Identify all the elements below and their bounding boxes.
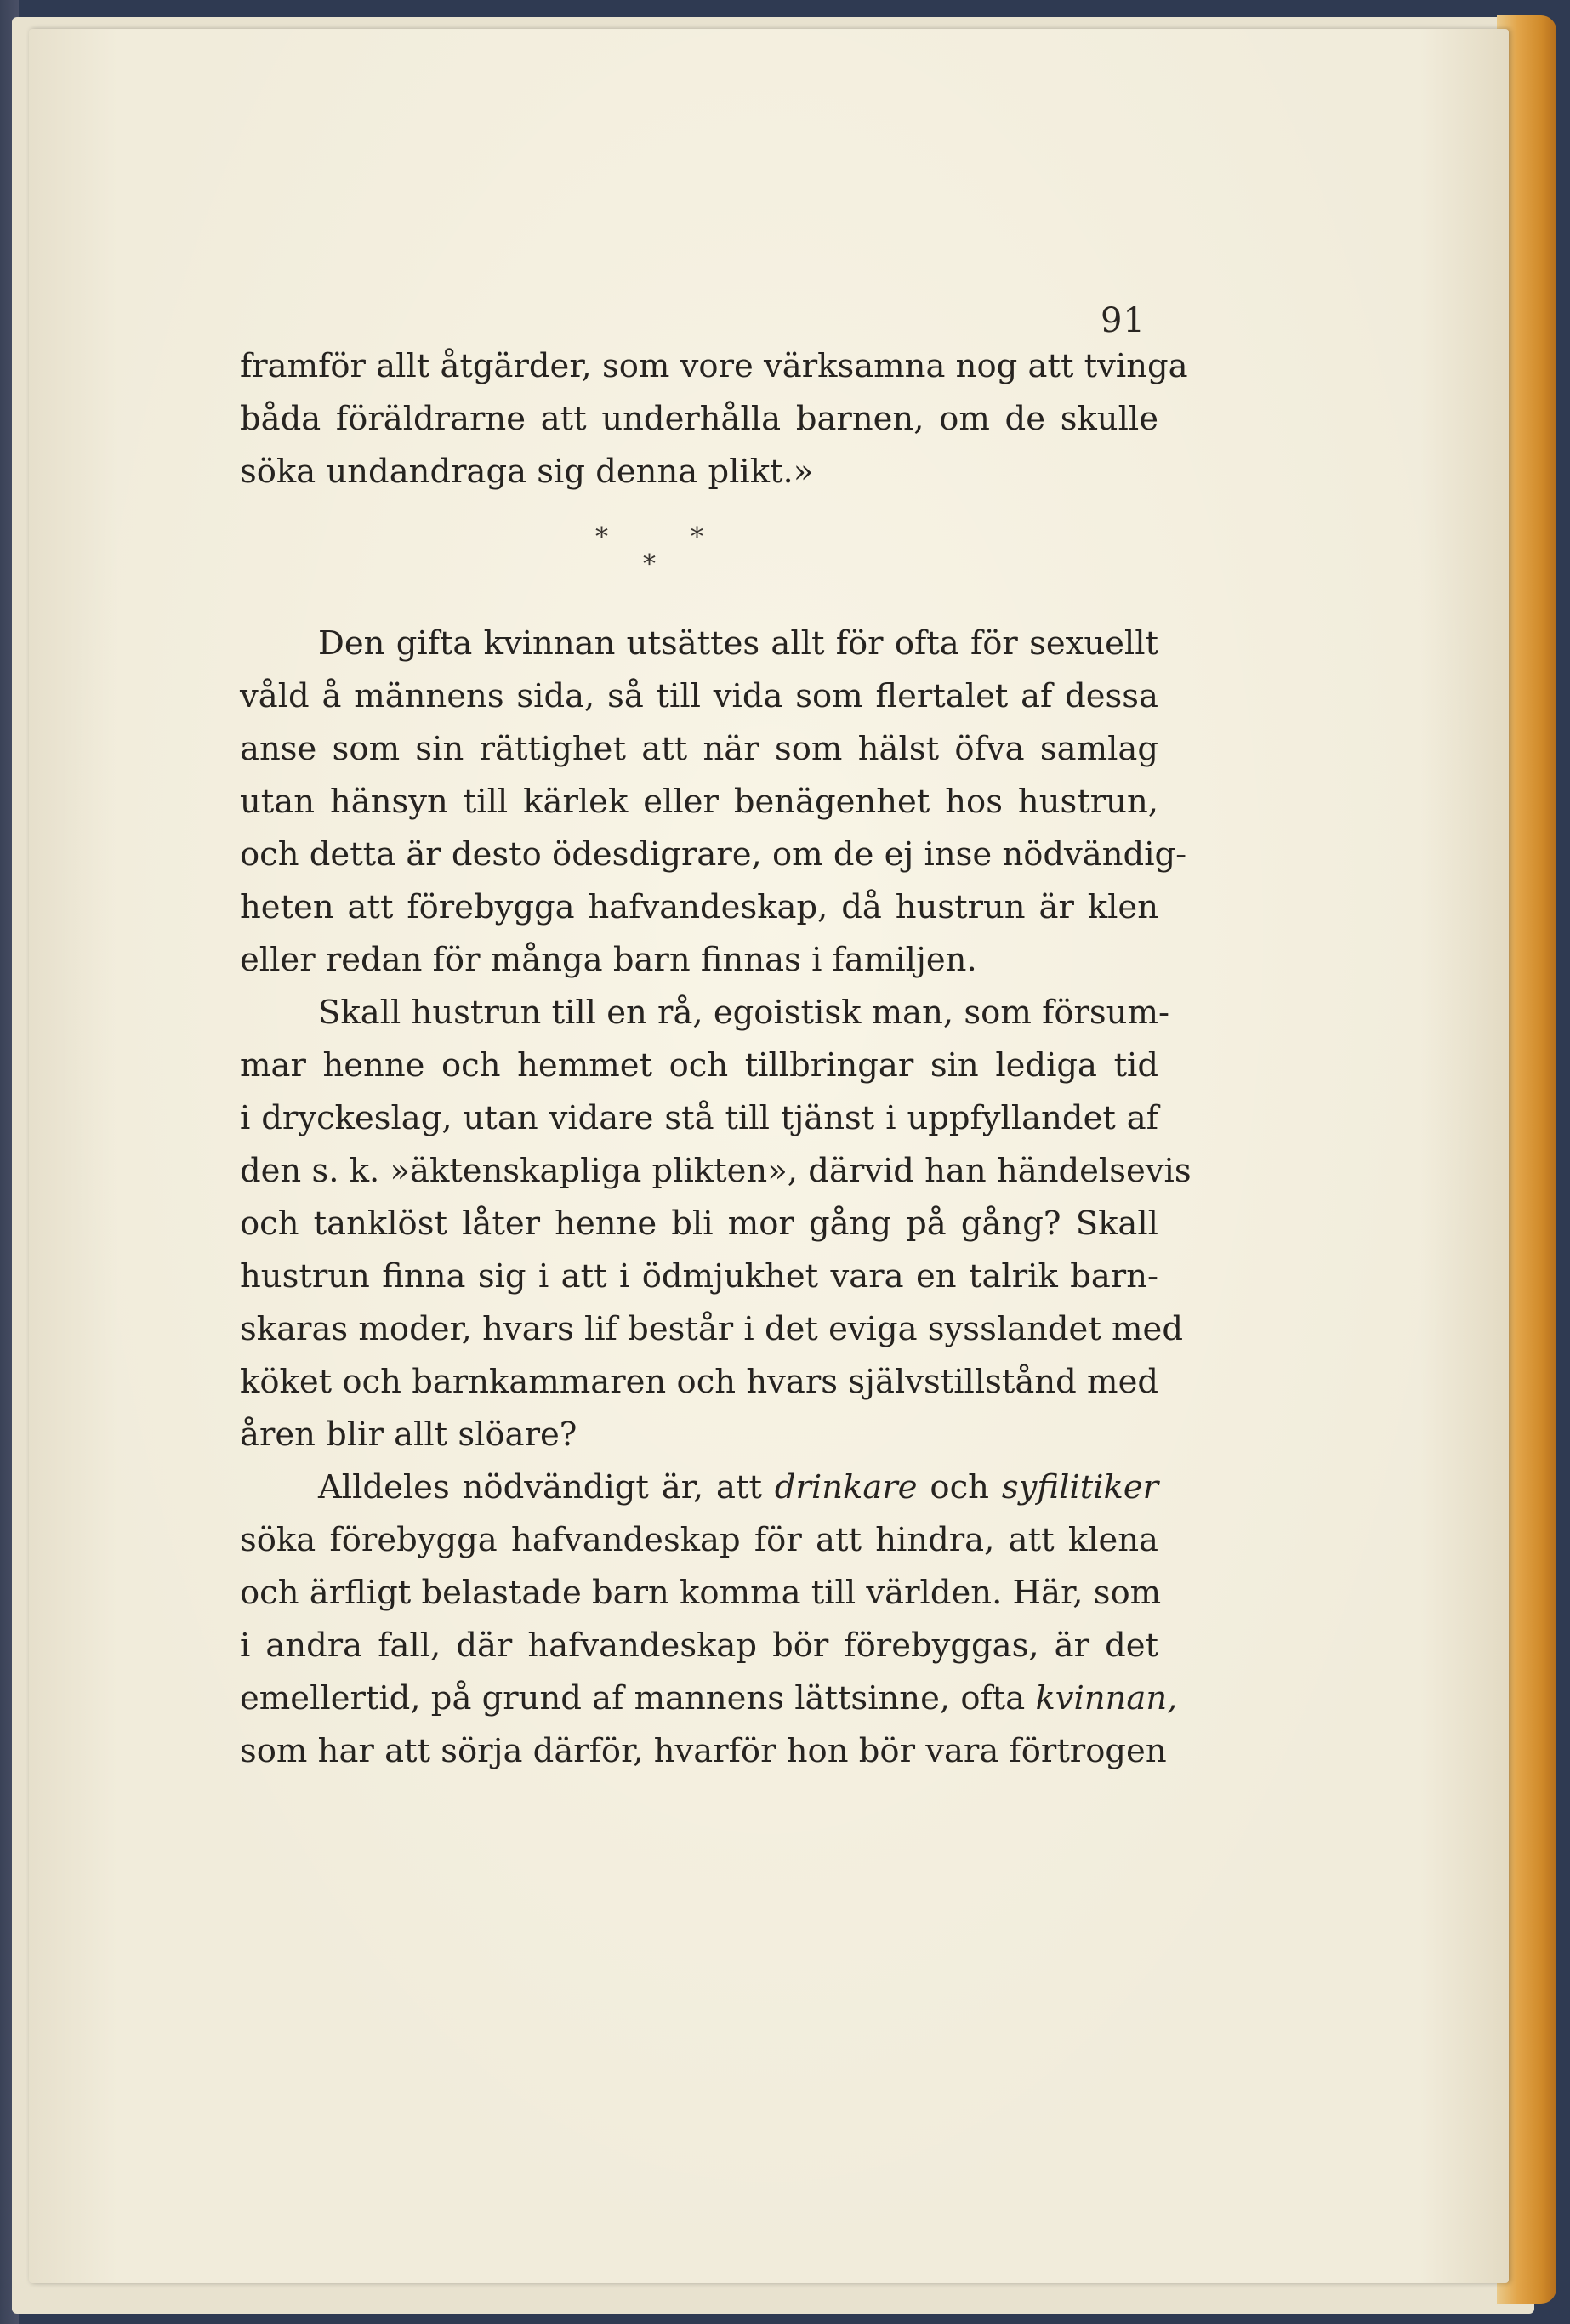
text-line: och ärfligt belastade barn komma till världen. Här, som — [240, 1574, 1162, 1612]
text-line: mar henne och hemmet och tillbringar sin lediga tid — [240, 1046, 1158, 1085]
text-line — [240, 1461, 1158, 1514]
text-line: köket och barnkammaren och hvars självstillstånd med — [240, 1363, 1158, 1401]
text-line: och detta är desto ödesdigrare, om de ej inse nödvändig- — [240, 835, 1187, 874]
asterisk-icon: * — [691, 522, 703, 552]
page-number: 91 — [1101, 301, 1146, 340]
text-line: eller redan för många barn finnas i familjen. — [240, 941, 977, 979]
text-line: anse som sin rättighet att när som hälst öfva samlag — [240, 730, 1158, 768]
text-line: hustrun finna sig i att i ödmjukhet vara en talrik barn- — [240, 1257, 1158, 1296]
text-line: den s. k. »äktenskapliga plikten», därvid han händelsevis — [240, 1152, 1192, 1190]
text-line: heten att förebygga hafvandeskap, då hustrun är klen — [240, 888, 1158, 926]
italic-term: drinkare — [774, 1468, 918, 1507]
asterisk-icon: * — [643, 550, 656, 579]
page-text — [240, 340, 1192, 1778]
text-line: båda föräldrarne att underhålla barnen, om de skulle — [240, 400, 1158, 438]
text-line — [240, 1672, 1178, 1725]
paragraph-2 — [240, 618, 1187, 987]
text-run: och — [917, 1468, 1002, 1507]
paragraph-3 — [240, 987, 1192, 1461]
text-line: i dryckeslag, utan vidare stå till tjänst i uppfyllandet af — [240, 1099, 1158, 1137]
italic-term: syfilitiker — [1001, 1468, 1159, 1507]
italic-term: kvinnan, — [1035, 1679, 1178, 1717]
text-line: Skall hustrun till en rå, egoistisk man, som försum- — [318, 994, 1169, 1032]
section-separator — [240, 498, 1158, 618]
text-run: emellertid, på grund af mannens lättsinne, ofta — [240, 1679, 1036, 1717]
paragraph-4 — [240, 1461, 1178, 1778]
text-line: utan hänsyn till kärlek eller benägenhet hos hustrun, — [240, 783, 1158, 821]
text-line: söka undandraga sig denna plikt.» — [240, 453, 814, 491]
text-line: i andra fall, där hafvandeskap bör förebyggas, är det — [240, 1626, 1158, 1665]
paragraph-1 — [240, 340, 1188, 498]
text-line: åren blir allt slöare? — [240, 1415, 577, 1454]
text-line: som har att sörja därför, hvarför hon bör vara förtrogen — [240, 1732, 1167, 1770]
text-line: Den gifta kvinnan utsättes allt för ofta för sexuellt — [318, 624, 1158, 663]
text-line: söka förebygga hafvandeskap för att hindra, att klena — [240, 1521, 1158, 1559]
text-line: framför allt åtgärder, som vore värksamna nog att tvinga — [240, 347, 1188, 385]
text-line: och tanklöst låter henne bli mor gång på gång? Skall — [240, 1205, 1158, 1243]
text-run: Alldeles nödvändigt är, att — [318, 1468, 775, 1507]
text-line: våld å männens sida, så till vida som flertalet af dessa — [240, 677, 1158, 715]
text-line: skaras moder, hvars lif består i det eviga sysslandet med — [240, 1310, 1183, 1348]
asterisk-icon: * — [595, 522, 608, 552]
